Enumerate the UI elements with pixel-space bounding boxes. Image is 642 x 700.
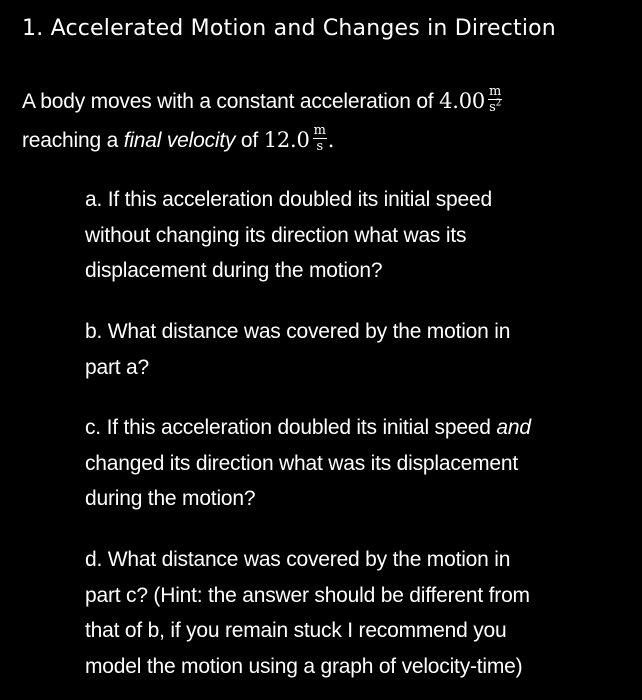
intro-text-3: of bbox=[235, 129, 264, 152]
question-d-line-2: part c? (Hint: the answer should be different from bbox=[85, 583, 530, 607]
acceleration-unit bbox=[488, 85, 502, 114]
intro-period: . bbox=[327, 128, 335, 152]
intro-text-2: reaching a bbox=[22, 129, 124, 152]
question-c bbox=[85, 410, 531, 517]
question-d-line-4: model the motion using a graph of velocity-time) bbox=[85, 654, 523, 678]
question-d bbox=[85, 542, 530, 684]
acceleration-unit-denominator bbox=[488, 100, 502, 114]
acceleration-value: 4.00 bbox=[439, 89, 486, 113]
acceleration-unit-numerator: m bbox=[489, 83, 502, 99]
question-a-line-1: a. If this acceleration doubled its initial speed bbox=[85, 188, 492, 211]
question-c-line-2: changed its direction what was its displacement bbox=[85, 451, 518, 475]
acceleration-unit-exponent: 2 bbox=[495, 98, 502, 109]
question-c-text: c. If this acceleration doubled its initial speed bbox=[85, 416, 497, 439]
velocity-unit-numerator: m bbox=[313, 122, 326, 138]
intro-line-2 bbox=[22, 121, 622, 160]
question-a bbox=[85, 182, 492, 289]
question-b-line-2: part a? bbox=[85, 355, 149, 379]
question-c-line-1 bbox=[85, 410, 531, 446]
velocity-unit bbox=[313, 124, 327, 153]
intro-text: A body moves with a constant acceleration of bbox=[22, 90, 440, 113]
page-title: 1. Accelerated Motion and Changes in Direction bbox=[22, 16, 556, 41]
acceleration-unit-base: s bbox=[489, 99, 496, 115]
question-a-line-3: displacement during the motion? bbox=[85, 259, 383, 282]
question-a-line-2: without changing its direction what was its bbox=[85, 223, 467, 247]
velocity-unit-denominator: s bbox=[316, 138, 323, 154]
question-c-emphasis: and bbox=[496, 416, 531, 439]
question-b-line-1: b. What distance was covered by the motion in bbox=[85, 320, 511, 343]
question-c-line-3: during the motion? bbox=[85, 487, 256, 510]
velocity-value: 12.0 bbox=[263, 128, 310, 152]
question-d-line-1: d. What distance was covered by the motion in bbox=[85, 548, 511, 571]
question-b bbox=[85, 314, 510, 385]
intro-line-1 bbox=[22, 82, 622, 121]
problem-statement bbox=[22, 82, 622, 160]
question-d-line-3: that of b, if you remain stuck I recommend you bbox=[85, 619, 507, 642]
final-velocity-term: final velocity bbox=[123, 129, 236, 152]
